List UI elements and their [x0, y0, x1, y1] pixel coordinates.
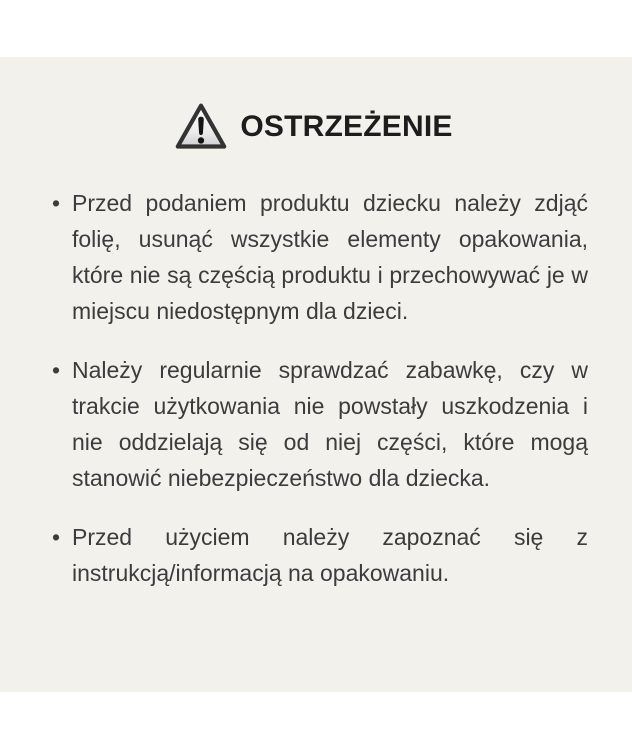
warning-panel: [0, 57, 632, 692]
warning-list: [52, 185, 588, 591]
warning-triangle-icon: [173, 101, 229, 153]
warning-header: [38, 101, 588, 153]
warning-title: OSTRZEŻENIE: [240, 110, 453, 143]
warning-list-item: • Przed podaniem produktu dziecku należy zdjąć folię, usunąć wszystkie elementy opakowania, które nie są częścią produktu i przechowywać je w miejscu niedostępnym dla dzieci.: [52, 185, 588, 329]
warning-list-item: • Przed użyciem należy zapoznać się z instrukcją/informacją na opakowaniu.: [52, 519, 588, 591]
bottom-margin-band: [0, 692, 632, 750]
top-margin-band: [0, 0, 632, 57]
warning-list-item: • Należy regularnie sprawdzać zabawkę, czy w trakcie użytkowania nie powstały uszkodzenia i nie oddzielają się od niej części, które mogą stanowić niebezpieczeństwo dla dziecka.: [52, 352, 588, 496]
